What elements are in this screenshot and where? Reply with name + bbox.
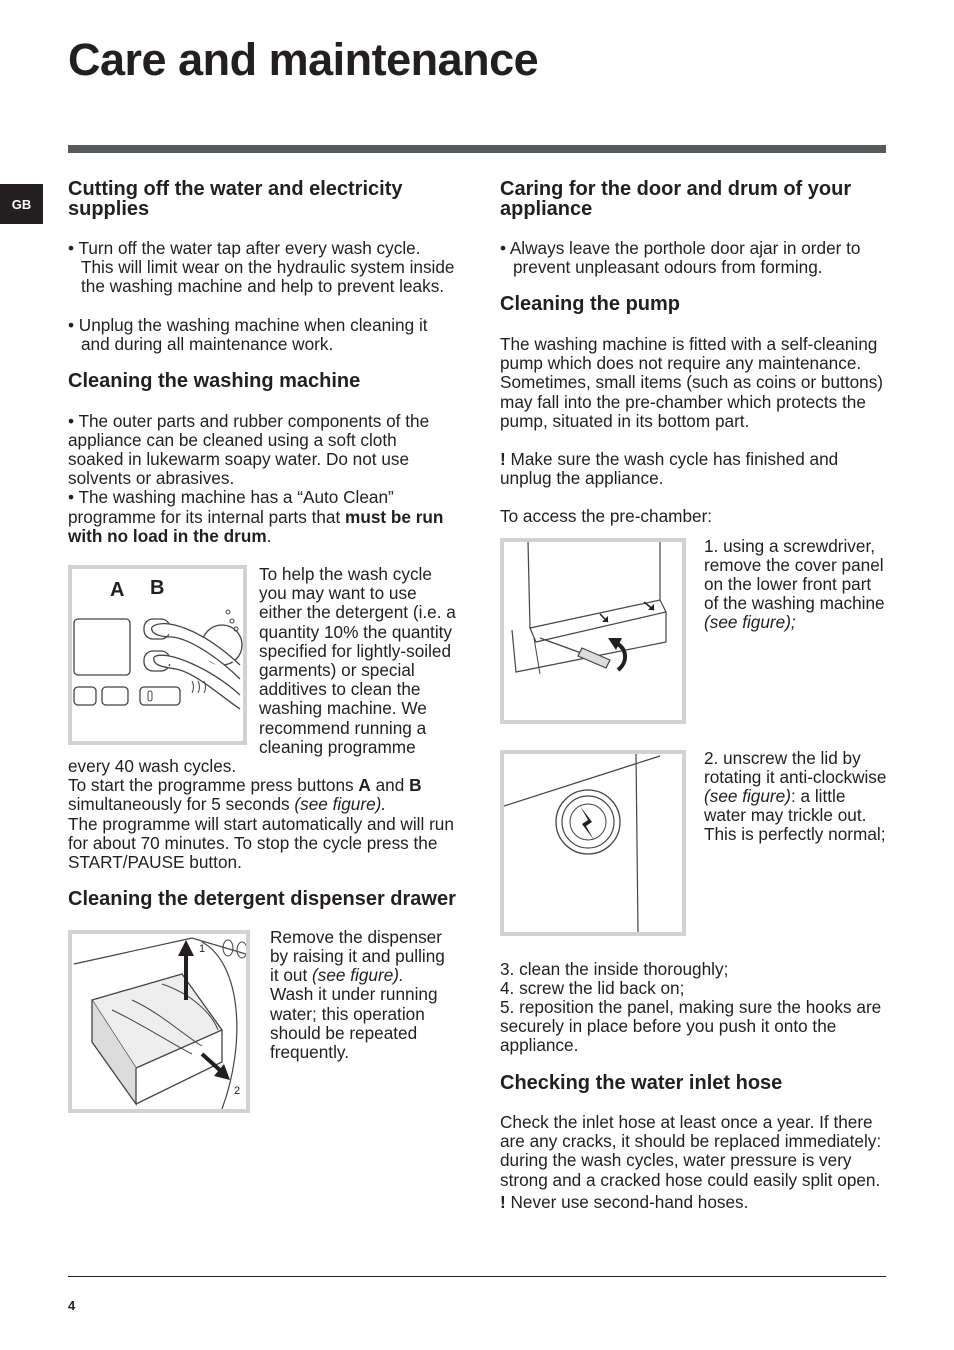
paragraph-warning-second-hand: ! Never use second-hand hoses. xyxy=(500,1191,749,1212)
paragraph-step-4: 4. screw the lid back on; xyxy=(500,977,685,998)
section-heading-door-drum: Caring for the door and drum of your appliance xyxy=(500,178,852,220)
figure-control-panel xyxy=(68,565,247,745)
figure-remove-panel xyxy=(500,538,686,724)
section-heading-inlet-hose: Checking the water inlet hose xyxy=(500,1071,783,1094)
figure-label-1: 1 xyxy=(199,942,206,955)
section-heading-cleaning-machine: Cleaning the washing machine xyxy=(68,370,361,393)
figure-label-b: B xyxy=(150,576,165,599)
paragraph-warning-unplug: ! Make sure the wash cycle has finished and unplug the appliance. xyxy=(500,448,839,489)
paragraph-step-3: 3. clean the inside thoroughly; xyxy=(500,958,729,979)
paragraph-programme-duration: The programme will start automatically and will run for about 70 minutes. To stop the cycle press the START/PAUSE button. xyxy=(68,813,454,872)
paragraph-auto-clean: • The washing machine has a “Auto Clean” programme for its internal parts that must be run with no load in the drum. xyxy=(68,487,444,546)
paragraph-cleaning-programme: To help the wash cycle you may want to use either the detergent (i.e. a quantity 10% the quantity specified for lightly-soiled garments) or special additives to clean the washing machine. We recommend running a cleaning programme every 40 wash cycles. xyxy=(68,563,456,776)
dispenser-block xyxy=(68,926,456,1113)
auto-clean-block xyxy=(68,565,456,872)
paragraph-self-cleaning-pump: The washing machine is fitted with a self-cleaning pump which does not require any maintenance. Sometimes, small items (such as coins or buttons) may fall into the pre-chamber which protects the pump, situated in its bottom part. xyxy=(500,333,884,431)
bullet-water-tap: • Turn off the water tap after every wash cycle. This will limit wear on the hydraulic system inside the washing machine and help to prevent leaks. xyxy=(68,238,455,297)
bullet-porthole-door: • Always leave the porthole door ajar in order to prevent unpleasant odours from forming. xyxy=(500,238,861,278)
step-2-block xyxy=(500,747,888,936)
paragraph-access-prechamber: To access the pre-chamber: xyxy=(500,506,713,527)
step-1-block xyxy=(500,535,888,724)
section-heading-water-electricity: Cutting off the water and electricity supplies xyxy=(68,178,403,220)
footer-rule xyxy=(68,1276,886,1277)
section-heading-dispenser-drawer: Cleaning the detergent dispenser drawer xyxy=(68,888,456,911)
page-title: Care and maintenance xyxy=(68,34,539,85)
header-rule xyxy=(68,145,886,153)
language-tab: GB xyxy=(0,184,43,224)
bullet-unplug: • Unplug the washing machine when cleaning it and during all maintenance work. xyxy=(68,314,428,354)
paragraph-step-1: 1. using a screwdriver, remove the cover panel on the lower front part of the washing machine (see figure); xyxy=(704,535,885,633)
section-heading-cleaning-pump: Cleaning the pump xyxy=(500,293,680,316)
paragraph-check-hose: Check the inlet hose at least once a year. If there are any cracks, it should be replaced immediately: during the wash cycles, water pressure is very strong and a cracked hose could easily split open. xyxy=(500,1112,882,1190)
paragraph-wash-dispenser: Wash it under running water; this operation should be repeated frequently. xyxy=(270,984,438,1062)
paragraph-start-programme: To start the programme press buttons A and B simultaneously for 5 seconds (see figure). xyxy=(68,775,422,815)
paragraph-remove-dispenser: Remove the dispenser by raising it and pulling it out (see figure). xyxy=(270,926,445,986)
left-column xyxy=(68,180,456,1113)
figure-label-2: 2 xyxy=(234,1084,241,1097)
paragraph-step-5: 5. reposition the panel, making sure the hooks are securely in place before you push it onto the appliance. xyxy=(500,996,882,1056)
figure-unscrew-lid xyxy=(500,750,686,936)
figure-dispenser-drawer xyxy=(68,930,250,1113)
figure-label-a: A xyxy=(110,578,125,601)
right-column xyxy=(500,180,888,1212)
paragraph-step-2: 2. unscrew the lid by rotating it anti-clockwise (see figure): a little water may trickle out. This is perfectly normal; xyxy=(704,747,887,845)
paragraph-outer-parts: • The outer parts and rubber components of the appliance can be cleaned using a soft cloth soaked in lukewarm soapy water. Do not use solvents or abrasives. xyxy=(68,410,430,489)
page-number: 4 xyxy=(68,1298,76,1313)
